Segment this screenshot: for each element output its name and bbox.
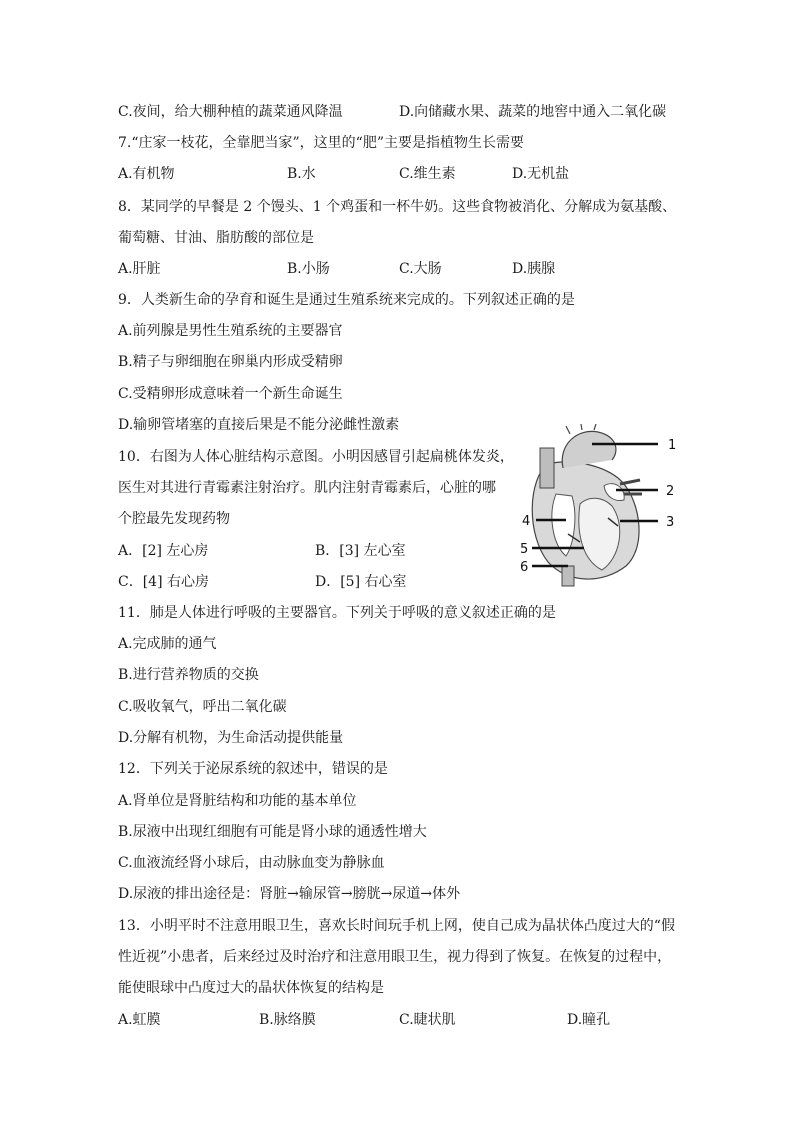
q10-option-c: C．[4] 右心房: [118, 574, 209, 590]
q6-option-d: D.向储藏水果、蔬菜的地窖中通入二氧化碳: [399, 104, 667, 120]
q12-stem: 12．下列关于泌尿系统的叙述中，错误的是: [118, 761, 388, 777]
figure-label-6: 6: [520, 560, 529, 575]
superior-vena-cava: [540, 448, 554, 488]
q10-option-b: B．[3] 左心室: [315, 543, 406, 559]
q8-option-d: D.胰腺: [512, 261, 556, 277]
q10-option-d: D．[5] 右心室: [315, 574, 407, 590]
q8-option-b: B.小肠: [287, 261, 330, 277]
q7-option-b: B.水: [287, 166, 316, 182]
q7-option-a: A.有机物: [118, 166, 175, 182]
q12-option-d: D.尿液的排出途径是：肾脏→输尿管→膀胱→尿道→体外: [118, 886, 461, 902]
q13-option-c: C.睫状肌: [399, 1012, 456, 1028]
q9-option-b: B.精子与卵细胞在卵巢内形成受精卵: [118, 354, 343, 370]
q13-stem-line3: 能使眼球中凸度过大的晶状体恢复的结构是: [118, 980, 384, 996]
q11-stem: 11．肺是人体进行呼吸的主要器官。下列关于呼吸的意义叙述正确的是: [118, 605, 556, 621]
q8-option-a: A.肝脏: [118, 261, 161, 277]
q8-option-c: C.大肠: [399, 261, 442, 277]
figure-label-5: 5: [520, 542, 529, 557]
q13-option-b: B.脉络膜: [259, 1012, 316, 1028]
q8-stem-line1: 8．某同学的早餐是 2 个馒头、1 个鸡蛋和一杯牛奶。这些食物被消化、分解成为氨基酸、: [118, 199, 677, 215]
q11-option-a: A.完成肺的通气: [118, 636, 217, 652]
q13-stem-line2: 性近视”小患者，后来经过及时治疗和注意用眼卫生，视力得到了恢复。在恢复的过程中，: [118, 949, 672, 965]
q12-option-b: B.尿液中出现红细胞有可能是肾小球的通透性增大: [118, 824, 427, 840]
aorta: [562, 431, 616, 468]
inferior-vena-cava: [562, 566, 574, 586]
q13-option-a: A.虹膜: [118, 1012, 161, 1028]
q11-option-c: C.吸收氧气，呼出二氧化碳: [118, 699, 287, 715]
q8-stem-line2: 葡萄糖、甘油、脂肪酸的部位是: [118, 230, 314, 246]
q11-option-b: B.进行营养物质的交换: [118, 667, 259, 683]
figure-label-3: 3: [666, 515, 675, 530]
q11-option-d: D.分解有机物，为生命活动提供能量: [118, 730, 344, 746]
q9-option-d: D.输卵管堵塞的直接后果是不能分泌雌性激素: [118, 417, 400, 433]
q9-option-a: A.前列腺是男性生殖系统的主要器官: [118, 323, 343, 339]
q9-stem: 9．人类新生命的孕育和诞生是通过生殖系统来完成的。下列叙述正确的是: [118, 292, 575, 308]
q10-stem-line2: 医生对其进行青霉素注射治疗。肌内注射青霉素后，心脏的哪: [118, 480, 496, 496]
figure-label-4: 4: [522, 514, 531, 529]
heart-structure-diagram: [508, 424, 690, 592]
figure-label-2: 2: [666, 484, 675, 499]
q6-option-c: C.夜间，给大棚种植的蔬菜通风降温: [118, 104, 343, 120]
q13-stem-line1: 13．小明平时不注意用眼卫生，喜欢长时间玩手机上网，使自己成为晶状体凸度过大的“假: [118, 918, 675, 934]
q7-option-c: C.维生素: [399, 166, 456, 182]
q12-option-c: C.血液流经肾小球后，由动脉血变为静脉血: [118, 855, 385, 871]
figure-label-1: 1: [668, 438, 677, 453]
q10-stem-line1: 10．右图为人体心脏结构示意图。小明因感冒引起扁桃体发炎，: [118, 449, 514, 465]
q10-stem-line3: 个腔最先发现药物: [118, 511, 230, 527]
q10-option-a: A．[2] 左心房: [118, 543, 209, 559]
q13-option-d: D.瞳孔: [567, 1012, 611, 1028]
q7-option-d: D.无机盐: [512, 166, 570, 182]
q9-option-c: C.受精卵形成意味着一个新生命诞生: [118, 386, 343, 402]
q12-option-a: A.肾单位是肾脏结构和功能的基本单位: [118, 793, 357, 809]
q7-stem: 7.“庄家一枝花，全靠肥当家”，这里的“肥”主要是指植物生长需要: [118, 135, 524, 151]
